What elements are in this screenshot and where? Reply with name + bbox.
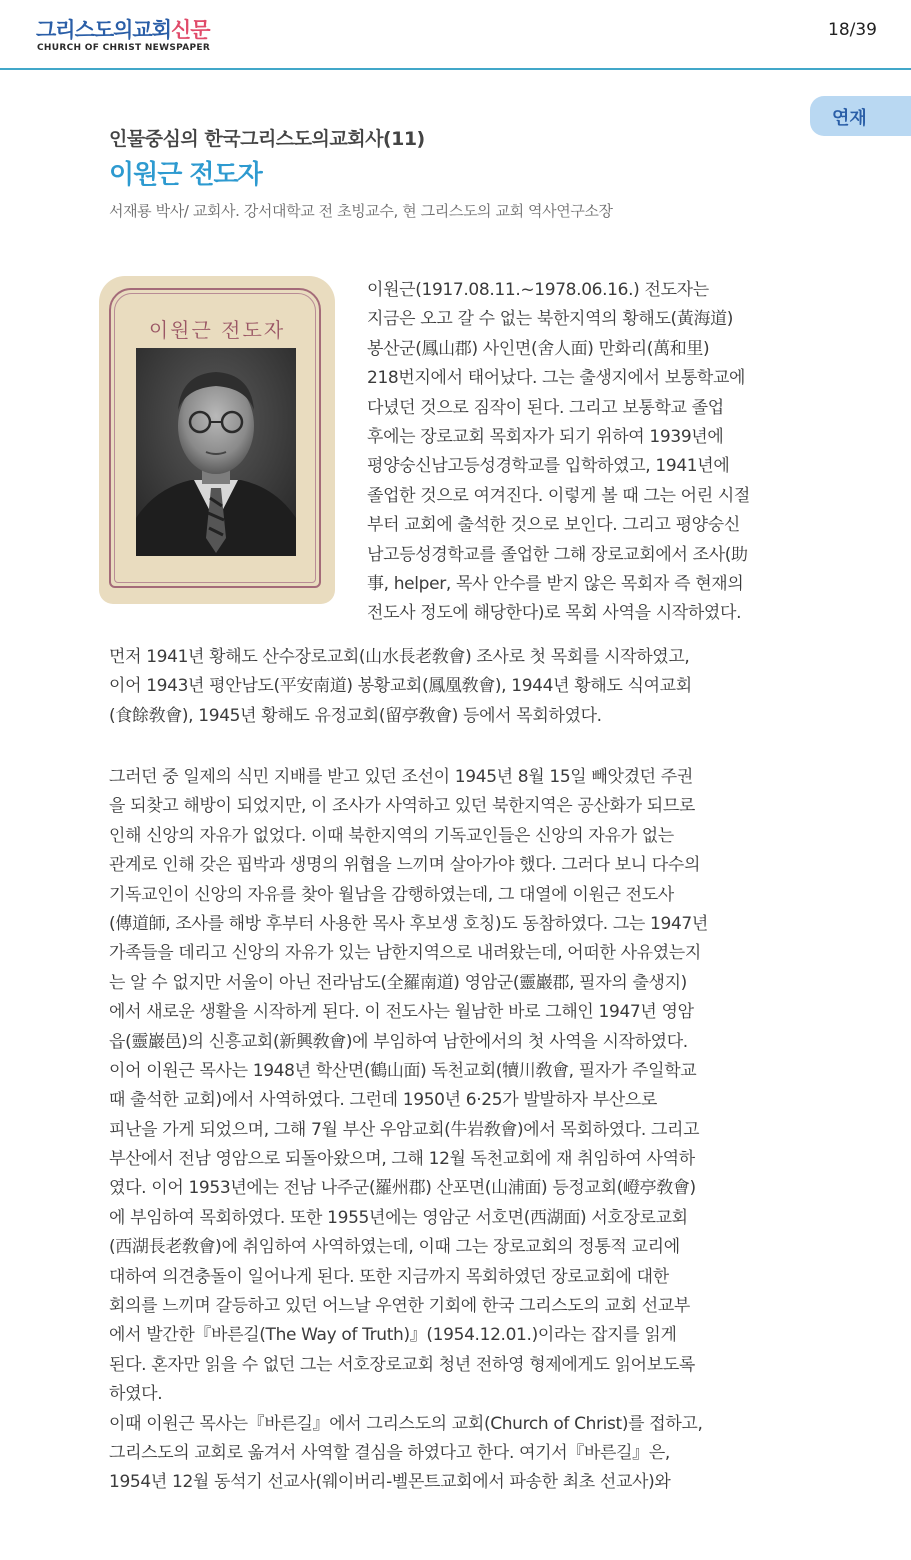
text-line: 대하여 의견충돌이 일어나게 된다. 또한 지금까지 목회하였던 장로교회에 대한: [109, 1266, 669, 1287]
text-line: 가족들을 데리고 신앙의 자유가 있는 남한지역으로 내려왔는데, 어떠한 사유였는지: [109, 943, 701, 964]
text-line: 하였다.: [109, 1384, 163, 1405]
logo-accent-text: 신문: [171, 18, 210, 42]
article-paragraph-2: [109, 763, 708, 1498]
text-line: 다녔던 것으로 짐작이 된다. 그리고 보통학교 졸업: [367, 397, 724, 418]
article-title: 이원근 전도자: [109, 160, 262, 190]
series-tab: [810, 96, 911, 136]
page-number: 18/39: [828, 20, 877, 40]
article-kicker: 인물중심의 한국그리스도의교회사(11): [109, 128, 425, 150]
text-line: 이어 1943년 평안남도(平安南道) 봉황교회(鳳凰敎會), 1944년 황해도 식여교회: [109, 676, 692, 697]
text-line: 1954년 12월 동석기 선교사(웨이버리-벨몬트교회에서 파송한 최초 선교사)와: [109, 1472, 671, 1493]
text-line: 에서 새로운 생활을 시작하게 된다. 이 전도사는 월남한 바로 그해인 1947년 영암: [109, 1002, 694, 1023]
text-line: 이원근(1917.08.11.~1978.06.16.) 전도자는: [367, 280, 709, 300]
portrait-card: [99, 276, 335, 604]
text-line: 는 알 수 없지만 서울이 아닌 전라남도(全羅南道) 영암군(靈巖郡, 필자의 출생지): [109, 972, 687, 993]
text-line: 전도사 정도에 해당한다)로 목회 사역을 시작하였다.: [367, 603, 742, 624]
text-line: 이때 이원근 목사는『바른길』에서 그리스도의 교회(Church of Christ)를 접하고,: [109, 1413, 703, 1434]
text-line: 그리스도의 교회로 옮겨서 사역할 결심을 하였다고 한다. 여기서『바른길』은,: [109, 1442, 670, 1463]
portrait-caption: 이원근 전도자: [148, 318, 286, 342]
text-line: 부터 교회에 출석한 것으로 보인다. 그리고 평양숭신: [367, 515, 740, 536]
text-line: 먼저 1941년 황해도 산수장로교회(山水長老敎會) 조사로 첫 목회를 시작하였고,: [109, 647, 690, 667]
text-line: 피난을 가게 되었으며, 그해 7월 부산 우암교회(牛岩敎會)에서 목회하였다. 그리고: [109, 1119, 700, 1140]
text-line: 부산에서 전남 영암으로 되돌아왔으며, 그해 12월 독천교회에 재 취임하여 사역하: [109, 1149, 695, 1170]
logo-english-text: CHURCH OF CHRIST NEWSPAPER: [37, 43, 211, 53]
text-line: 지금은 오고 갈 수 없는 북한지역의 황해도(黃海道): [367, 309, 734, 330]
text-line: 봉산군(鳳山郡) 사인면(舍人面) 만화리(萬和里): [367, 338, 710, 359]
text-line: 그러던 중 일제의 식민 지배를 받고 있던 조선이 1945년 8월 15일 빼앗겼던 주권: [109, 767, 693, 787]
page-header: [0, 0, 911, 70]
text-line: 였다. 이어 1953년에는 전남 나주군(羅州郡) 산포면(山浦面) 등정교회(嶝亭敎會): [109, 1178, 696, 1199]
text-line: 회의를 느끼며 갈등하고 있던 어느날 우연한 기회에 한국 그리스도의 교회 선교부: [109, 1296, 690, 1317]
text-line: 에 부임하여 목회하였다. 또한 1955년에는 영암군 서호면(西湖面) 서호장로교회: [109, 1207, 688, 1228]
text-line: 인해 신앙의 자유가 없었다. 이때 북한지역의 기독교인들은 신앙의 자유가 없는: [109, 825, 674, 846]
text-line: 을 되찾고 해방이 되었지만, 이 조사가 사역하고 있던 북한지역은 공산화가 되므로: [109, 796, 695, 817]
newspaper-logo: [36, 18, 210, 42]
text-line: 이어 이원근 목사는 1948년 학산면(鶴山面) 독천교회(犢川敎會, 필자가 주일학교: [109, 1060, 697, 1081]
text-line: 기독교인이 신앙의 자유를 찾아 월남을 감행하였는데, 그 대열에 이원근 전도사: [109, 884, 674, 905]
header-divider: [0, 68, 911, 70]
portrait-photo: [136, 348, 296, 556]
text-line: (傳道師, 조사를 해방 후부터 사용한 목사 후보생 호칭)도 동참하였다. 그는 1947년: [109, 913, 708, 934]
text-line: 남고등성경학교를 졸업한 그해 장로교회에서 조사(助: [367, 544, 748, 565]
text-line: 事, helper, 목사 안수를 받지 않은 목회자 즉 현재의: [367, 573, 744, 594]
text-line: 때 출석한 교회)에서 사역하였다. 그런데 1950년 6·25가 발발하자 부산으로: [109, 1090, 657, 1111]
text-line: (食餘敎會), 1945년 황해도 유정교회(留亭敎會) 등에서 목회하였다.: [109, 705, 602, 726]
portrait-photo-image: [136, 348, 296, 556]
text-line: 읍(靈巖邑)의 신흥교회(新興敎會)에 부임하여 남한에서의 첫 사역을 시작하였다.: [109, 1031, 688, 1052]
text-line: 후에는 장로교회 목회자가 되기 위하여 1939년에: [367, 426, 724, 447]
article-paragraph-1: [109, 643, 692, 731]
text-line: (西湖長老敎會)에 취임하여 사역하였는데, 이때 그는 장로교회의 정통적 교리에: [109, 1237, 680, 1258]
text-line: 관계로 인해 갖은 핍박과 생명의 위협을 느끼며 살아가야 했다. 그러다 보니 다수의: [109, 855, 701, 876]
text-line: 평양숭신남고등성경학교를 입학하였고, 1941년에: [367, 456, 730, 477]
text-line: 에서 발간한『바른길(The Way of Truth)』(1954.12.01.)이라는 잡지를 읽게: [109, 1325, 677, 1346]
article-column-right: [367, 276, 750, 629]
series-tab-label: 연재: [832, 108, 867, 129]
logo-main-text: 그리스도의교회: [36, 18, 172, 42]
text-line: 된다. 혼자만 읽을 수 없던 그는 서호장로교회 청년 전하영 형제에게도 읽어보도록: [109, 1354, 695, 1375]
text-line: 졸업한 것으로 여겨진다. 이렇게 볼 때 그는 어린 시절: [367, 485, 750, 506]
article-byline: 서재룡 박사/ 교회사. 강서대학교 전 초빙교수, 현 그리스도의 교회 역사연구소장: [109, 202, 613, 220]
text-line: 218번지에서 태어났다. 그는 출생지에서 보통학교에: [367, 368, 746, 389]
